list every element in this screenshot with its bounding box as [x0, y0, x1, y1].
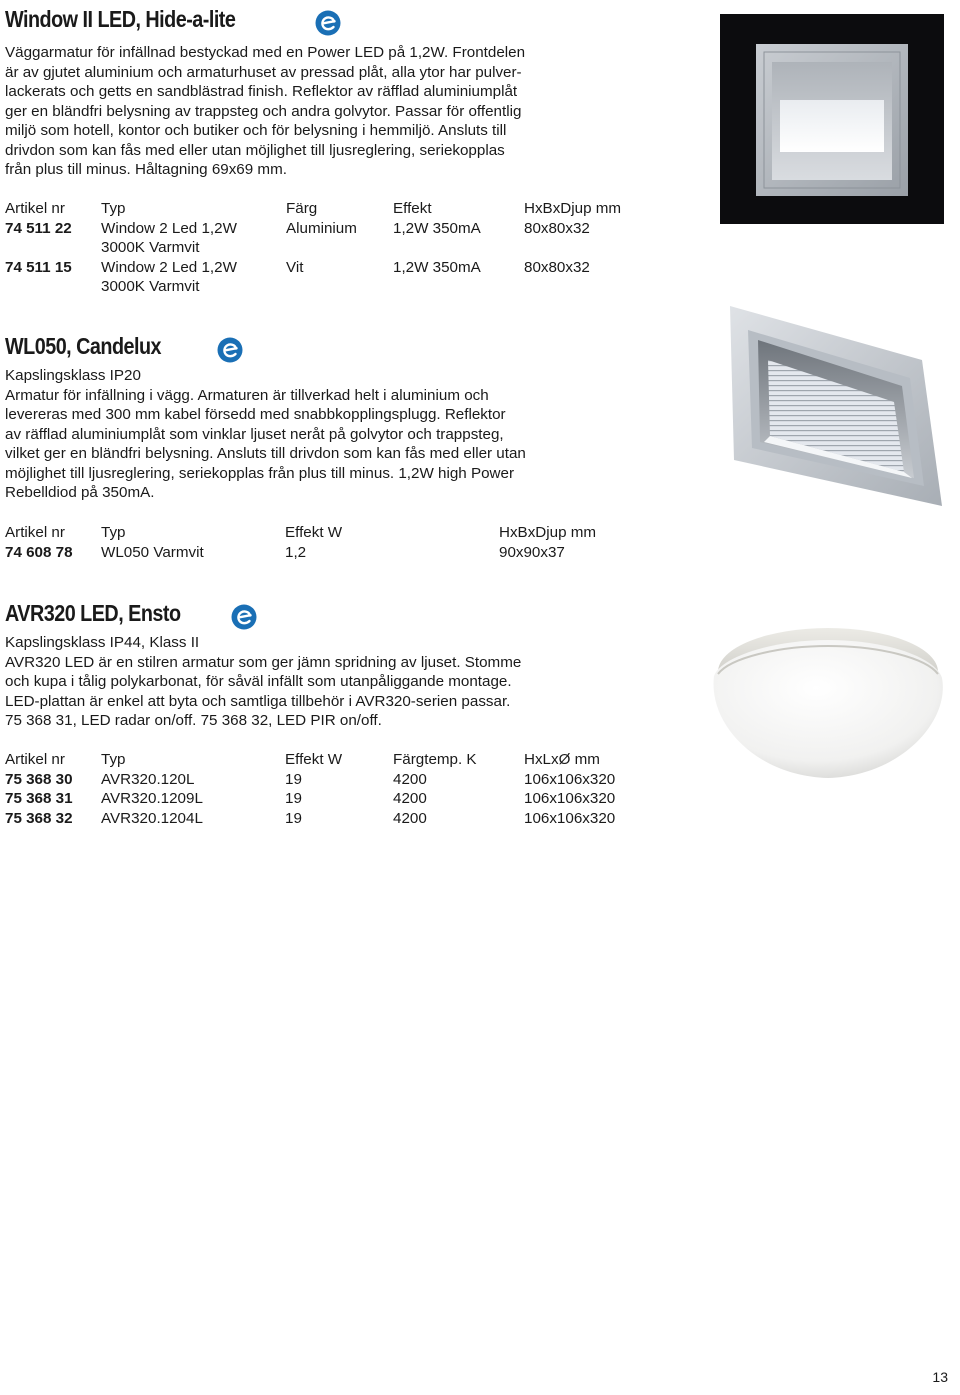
description-line: är av gjutet aluminium och armaturhuset av pressad plåt, alla ytor har pulver- — [5, 63, 522, 81]
type-cell: WL050 Varmvit — [101, 544, 204, 561]
description-line: 75 368 31, LED radar on/off. 75 368 32, LED PIR on/off. — [5, 712, 382, 729]
description-line: Kapslingsklass IP20 — [5, 367, 141, 384]
article-number: 75 368 30 — [5, 771, 73, 788]
type-cell: AVR320.1204L — [101, 810, 203, 827]
header-cell: Effekt W — [285, 524, 343, 541]
description-line: Väggarmatur för infällnad bestyckad med en Power LED på 1,2W. Frontdelen — [5, 44, 526, 61]
description-line: levereras med 300 mm kabel försedd med snabbkopplingsplugg. Reflektor — [5, 406, 506, 423]
dimension-cell: 90x90x37 — [499, 544, 565, 561]
spec-table-avr320 — [5, 750, 705, 832]
header-cell: Artikel nr — [5, 524, 65, 541]
description-line: ger en bländfri belysning av trappsteg och andra golvytor. Passar för offentlig — [5, 102, 522, 120]
effect-cell: 19 — [285, 790, 302, 807]
spec-header-row — [5, 199, 705, 219]
section-description — [5, 366, 725, 503]
color-temp-cell: 4200 — [393, 771, 427, 788]
table-row — [5, 238, 705, 258]
header-cell: HxLxØ mm — [524, 751, 600, 768]
header-cell: HxBxDjup mm — [499, 524, 597, 541]
table-row — [5, 219, 705, 239]
article-number: 74 511 22 — [5, 220, 72, 237]
description-line: drivdon som kan fås med eller utan möjlighet till ljusreglering, seriekopplas — [5, 141, 505, 159]
effect-cell: 19 — [285, 771, 302, 788]
description-line: och kupa i tålig polykarbonat, för såväl infällt som utanpåliggande montage. — [5, 673, 512, 690]
header-cell: HxBxDjup mm — [524, 200, 622, 217]
header-cell: Färg — [286, 200, 318, 217]
product-photo-avr320 — [700, 600, 952, 790]
color-temp-cell: 4200 — [393, 810, 427, 827]
header-cell: Effekt — [393, 200, 432, 217]
table-row — [5, 277, 705, 297]
product-photo-wl050 — [724, 302, 950, 512]
dimension-cell: 106x106x320 — [524, 810, 616, 827]
color-cell: Aluminium — [286, 220, 357, 237]
section-title: AVR320 LED, Ensto — [5, 600, 181, 626]
color-temp-cell: 4200 — [393, 790, 427, 807]
description-line: från plus till minus. Håltagning 69x69 mm. — [5, 161, 287, 178]
dimension-cell: 80x80x32 — [524, 220, 590, 237]
header-cell: Effekt W — [285, 751, 343, 768]
effect-cell: 19 — [285, 810, 302, 827]
header-cell: Typ — [101, 524, 126, 541]
spec-header-row — [5, 750, 705, 770]
article-number: 74 511 15 — [5, 259, 72, 276]
table-row — [5, 543, 705, 563]
type-cell: 3000K Varmvit — [101, 239, 200, 256]
type-cell: AVR320.1209L — [101, 790, 203, 807]
effect-cell: 1,2 — [285, 544, 307, 561]
article-number: 75 368 32 — [5, 810, 73, 827]
header-cell: Typ — [101, 751, 126, 768]
description-line: LED-plattan är enkel att byta och samtliga tillbehör i AVR320-serien passar. — [5, 692, 511, 710]
dimension-cell: 106x106x320 — [524, 771, 616, 788]
description-line: Kapslingsklass IP44, Klass II — [5, 634, 200, 651]
type-cell: Window 2 Led 1,2W — [101, 259, 237, 276]
section-title-row — [5, 6, 705, 42]
table-row — [5, 809, 705, 829]
page-number: 13 — [932, 1369, 948, 1385]
section-description — [5, 633, 725, 731]
description-line: Rebelldiod på 350mA. — [5, 484, 155, 501]
product-section-avr320 — [5, 600, 725, 731]
article-number: 74 608 78 — [5, 544, 73, 561]
product-section-window-ii — [5, 6, 705, 180]
table-row — [5, 258, 705, 278]
section-title: WL050, Candelux — [5, 333, 162, 359]
product-photo-window-ii — [720, 14, 944, 224]
type-cell: Window 2 Led 1,2W — [101, 220, 237, 237]
description-line: vilket ger en bländfri belysning. Ansluts till drivdon som kan fås med eller utan — [5, 445, 526, 462]
table-row — [5, 789, 705, 809]
section-description — [5, 43, 705, 180]
article-number: 75 368 31 — [5, 790, 73, 807]
header-cell: Färgtemp. K — [393, 751, 477, 768]
type-cell: AVR320.120L — [101, 771, 195, 788]
section-title-row — [5, 600, 725, 636]
description-line: möjlighet till ljusreglering, seriekopplas från plus till minus. 1,2W high Power — [5, 464, 515, 482]
product-section-wl050 — [5, 333, 725, 503]
color-cell: Vit — [286, 259, 304, 276]
type-cell: 3000K Varmvit — [101, 278, 200, 295]
header-cell: Typ — [101, 200, 126, 217]
description-line: lackerats och getts en sandblästrad finish. Reflektor av räfflad aluminiumplåt — [5, 83, 518, 100]
effect-cell: 1,2W 350mA — [393, 220, 481, 237]
description-line: miljö som hotell, kontor och butiker och för belysning i hemmiljö. Ansluts till — [5, 122, 507, 139]
description-line: av räfflad aluminiumplåt som vinklar ljuset neråt på golvytor och trappsteg, — [5, 425, 504, 443]
description-line: AVR320 LED är en stilren armatur som ger jämn spridning av ljuset. Stomme — [5, 653, 522, 671]
spec-table-wl050 — [5, 523, 705, 565]
eco-label-icon — [231, 604, 257, 630]
spec-header-row — [5, 523, 705, 543]
effect-cell: 1,2W 350mA — [393, 259, 481, 276]
eco-label-icon — [315, 10, 341, 36]
section-title-row — [5, 333, 725, 369]
section-title: Window II LED, Hide-a-lite — [5, 6, 236, 32]
dimension-cell: 80x80x32 — [524, 259, 590, 276]
table-row — [5, 770, 705, 790]
dimension-cell: 106x106x320 — [524, 790, 616, 807]
spec-table-window-ii — [5, 199, 705, 299]
eco-label-icon — [217, 337, 243, 363]
header-cell: Artikel nr — [5, 200, 65, 217]
description-line: Armatur för infällning i vägg. Armaturen är tillverkad helt i aluminium och — [5, 386, 489, 404]
header-cell: Artikel nr — [5, 751, 65, 768]
